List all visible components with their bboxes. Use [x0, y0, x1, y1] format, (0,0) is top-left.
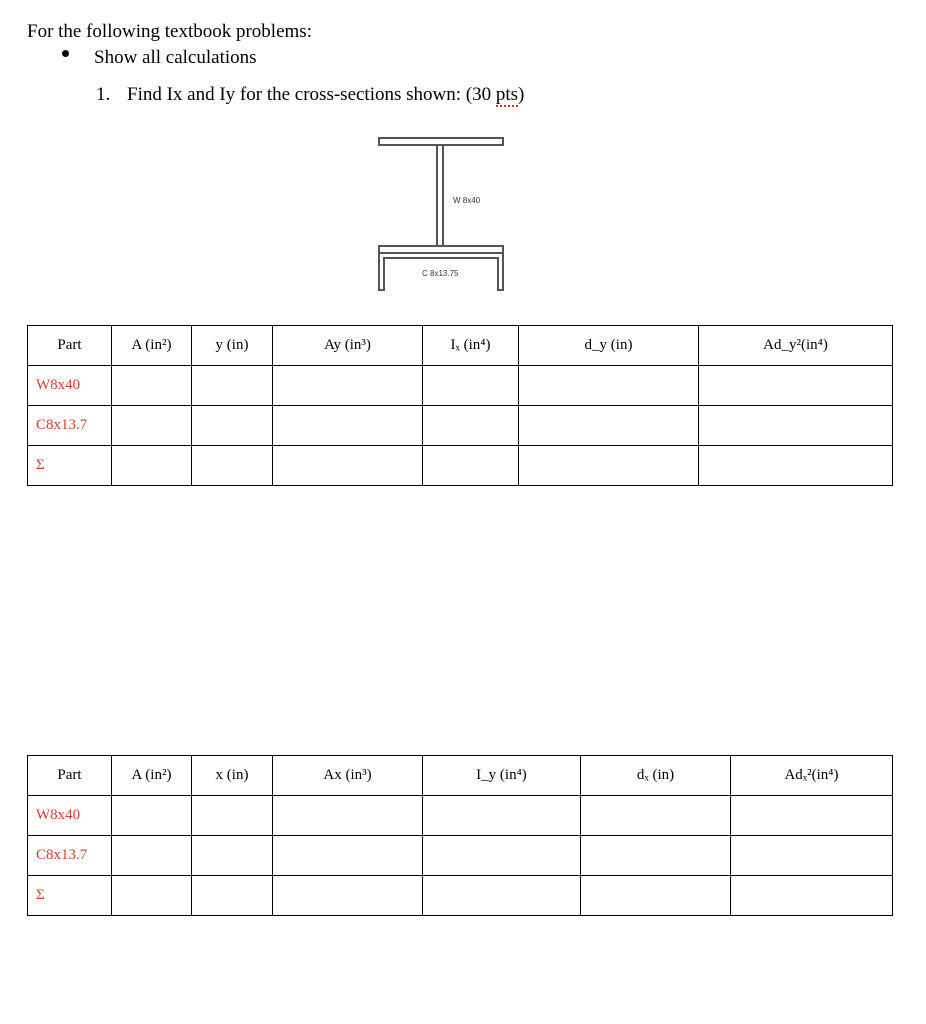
header-cell: A (in²): [112, 756, 192, 796]
empty-cell[interactable]: [112, 366, 192, 406]
sum-cell: Σ: [28, 876, 112, 916]
w-bottom-flange: [379, 246, 503, 253]
empty-cell[interactable]: [192, 836, 273, 876]
intro-text: For the following textbook problems:: [27, 21, 312, 42]
table-row: [28, 796, 893, 836]
header-cell: Adₓ²(in⁴): [731, 756, 893, 796]
header-cell: y (in): [192, 326, 273, 366]
question-text: Find Ix and Iy for the cross-sections shown: (30 pts): [127, 84, 525, 105]
table-row: [28, 876, 893, 916]
c-section-label: C 8x13.75: [422, 269, 459, 278]
empty-cell[interactable]: [423, 366, 519, 406]
table-x: [27, 755, 893, 916]
empty-cell[interactable]: [423, 406, 519, 446]
part-cell: W8x40: [28, 366, 112, 406]
table-row: [28, 406, 893, 446]
table-y: [27, 325, 893, 486]
empty-cell[interactable]: [731, 876, 893, 916]
empty-cell[interactable]: [581, 836, 731, 876]
empty-cell[interactable]: [423, 836, 581, 876]
empty-cell[interactable]: [192, 406, 273, 446]
w-section-label: W 8x40: [453, 196, 481, 205]
empty-cell[interactable]: [423, 446, 519, 486]
empty-cell[interactable]: [112, 446, 192, 486]
header-cell: Iₓ (in⁴): [423, 326, 519, 366]
spellcheck-word: pts: [495, 84, 519, 105]
empty-cell[interactable]: [273, 366, 423, 406]
w-top-flange: [379, 138, 503, 145]
header-cell: A (in²): [112, 326, 192, 366]
empty-cell[interactable]: [273, 796, 423, 836]
empty-cell[interactable]: [423, 796, 581, 836]
empty-cell[interactable]: [731, 836, 893, 876]
part-cell: C8x13.7: [28, 406, 112, 446]
part-cell: W8x40: [28, 796, 112, 836]
empty-cell[interactable]: [112, 876, 192, 916]
header-cell: I_y (in⁴): [423, 756, 581, 796]
empty-cell[interactable]: [192, 366, 273, 406]
header-cell: x (in): [192, 756, 273, 796]
empty-cell[interactable]: [192, 876, 273, 916]
table-row: [28, 446, 893, 486]
header-cell: Part: [28, 326, 112, 366]
sum-cell: Σ: [28, 446, 112, 486]
empty-cell[interactable]: [519, 446, 699, 486]
empty-cell[interactable]: [112, 406, 192, 446]
header-cell: Part: [28, 756, 112, 796]
table-row: [28, 366, 893, 406]
empty-cell[interactable]: [699, 366, 893, 406]
empty-cell[interactable]: [519, 366, 699, 406]
header-cell: Ad_y²(in⁴): [699, 326, 893, 366]
empty-cell[interactable]: [192, 796, 273, 836]
empty-cell[interactable]: [112, 796, 192, 836]
empty-cell[interactable]: [273, 446, 423, 486]
empty-cell[interactable]: [423, 876, 581, 916]
empty-cell[interactable]: [273, 406, 423, 446]
header-cell: Ay (in³): [273, 326, 423, 366]
empty-cell[interactable]: [192, 446, 273, 486]
cross-section-figure: [372, 130, 532, 300]
table-header-row: [28, 326, 893, 366]
empty-cell[interactable]: [581, 876, 731, 916]
empty-cell[interactable]: [699, 446, 893, 486]
bullet-dot: [62, 50, 69, 57]
table-header-row: [28, 756, 893, 796]
empty-cell[interactable]: [519, 406, 699, 446]
bullet-text: Show all calculations: [94, 47, 257, 68]
empty-cell[interactable]: [273, 876, 423, 916]
header-cell: Ax (in³): [273, 756, 423, 796]
question-number: 1.: [96, 84, 111, 105]
empty-cell[interactable]: [731, 796, 893, 836]
empty-cell[interactable]: [699, 406, 893, 446]
table-row: [28, 836, 893, 876]
empty-cell[interactable]: [273, 836, 423, 876]
empty-cell[interactable]: [581, 796, 731, 836]
header-cell: d_y (in): [519, 326, 699, 366]
part-cell: C8x13.7: [28, 836, 112, 876]
empty-cell[interactable]: [112, 836, 192, 876]
header-cell: dₓ (in): [581, 756, 731, 796]
